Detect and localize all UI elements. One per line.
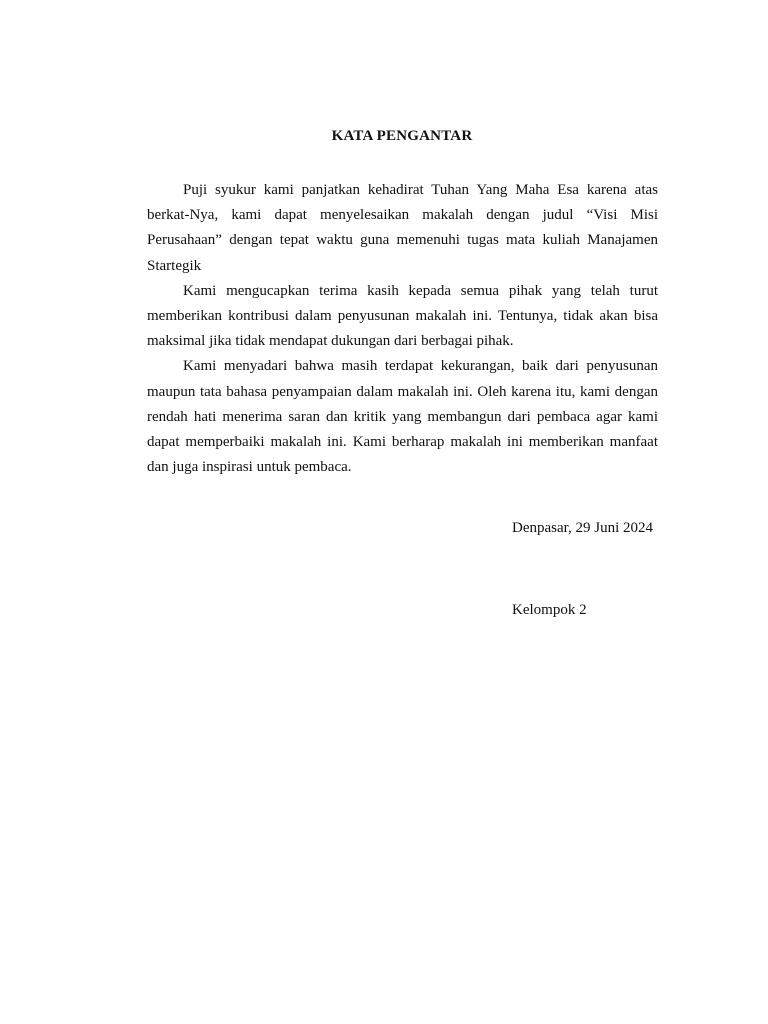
paragraph-2: Kami mengucapkan terima kasih kepada semua pihak yang telah turut memberikan kontribusi dalam penyusunan makalah ini. Tentunya, tidak akan bisa maksimal jika tidak mendapat dukungan dari berbagai pihak. [147,282,658,350]
signature-name: Kelompok 2 [512,602,587,618]
place-date: Denpasar, 29 Juni 2024 [512,520,654,536]
page-title: KATA PENGANTAR [331,128,473,144]
paragraph-1: Puji syukur kami panjatkan kehadirat Tuhan Yang Maha Esa karena atas berkat-Nya, kami dapat menyelesaikan makalah dengan judul “Visi Misi Perusahaan” dengan tepat waktu guna memenuhi tugas mata kuliah Manajamen Startegik [147,182,658,274]
document-body [147,178,658,480]
paragraph-3: Kami menyadari bahwa masih terdapat kekurangan, baik dari penyusunan maupun tata bahasa penyampaian dalam makalah ini. Oleh karena itu, kami dengan rendah hati menerima saran dan kritik yang membangun dari pembaca agar kami dapat memperbaiki makalah ini. Kami berharap makalah ini memberikan manfaat dan juga inspirasi untuk pembaca. [147,358,658,476]
